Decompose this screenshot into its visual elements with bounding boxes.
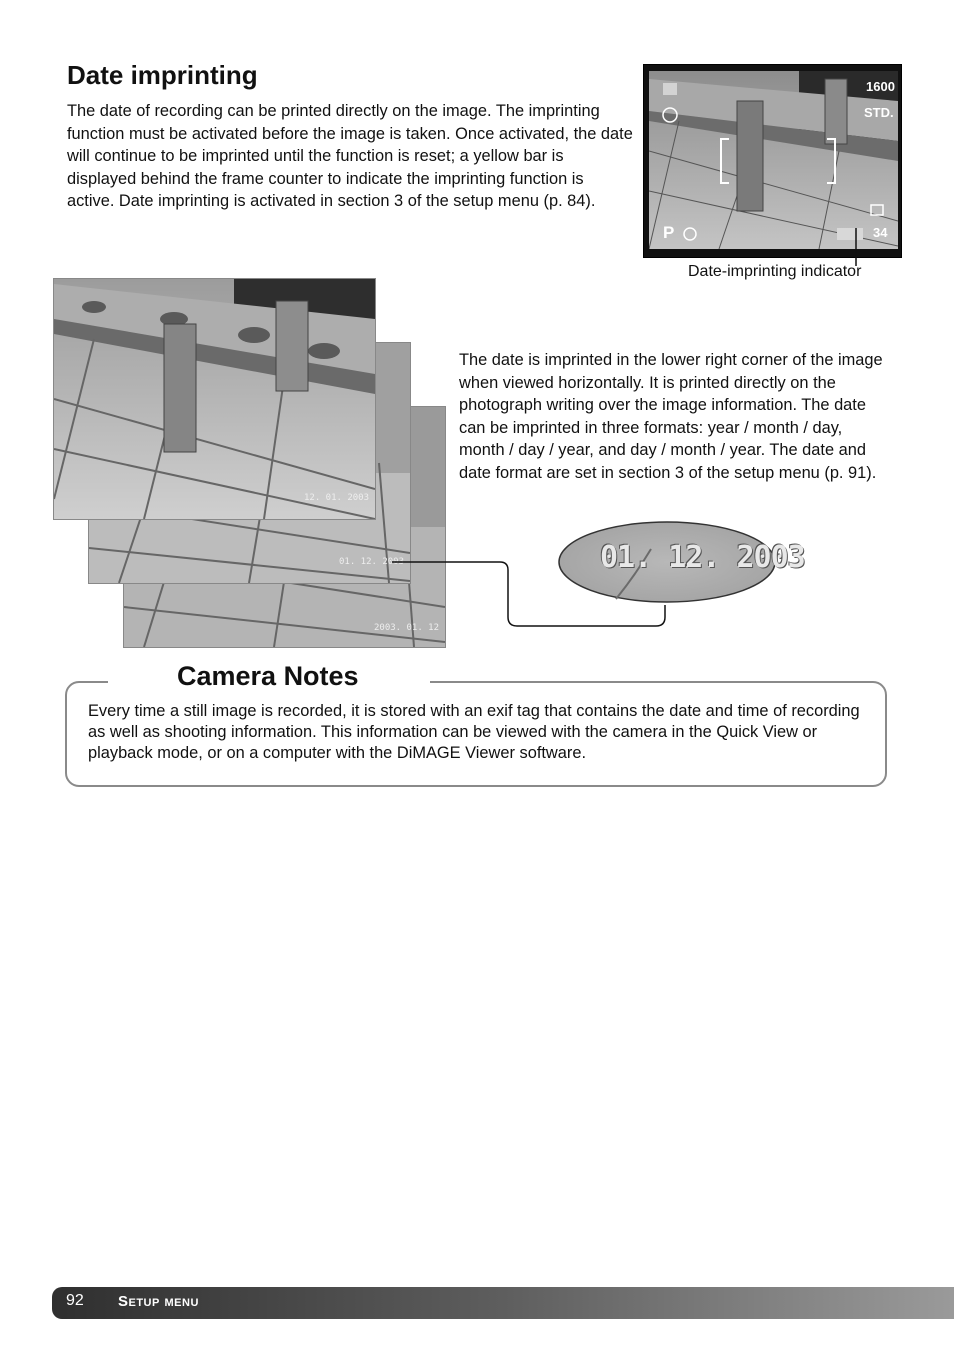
lcd-monitor-image: [643, 64, 902, 258]
photo-scene: [54, 279, 375, 519]
photo-date-stamp: 12. 01. 2003: [304, 493, 370, 503]
footer-section-title: Setup menu: [118, 1293, 199, 1310]
lcd-exposure-mode: P: [663, 223, 675, 242]
lcd-scene: [649, 71, 898, 249]
camera-notes-text: Every time a still image is recorded, it is stored with an exif tag that contains the date and time of recording as well as shooting information. This information can be viewed with the camera in the Quick View or playback mode, or on a computer with the DiMAGE Viewer software.: [88, 702, 860, 762]
zoomed-date-text: 01. 12. 2003: [600, 540, 805, 575]
intro-paragraph: The date of recording can be printed directly on the image. The imprinting function must be activated before the image is taken. Once activated, the date will continue to be imprinted until the function is reset; a yellow bar is displayed behind the frame counter to indicate the imprinting function is active. Date imprinting is activated in section 3 of the setup menu (p. 84).: [67, 102, 633, 211]
date-imprinting-indicator-label: Date-imprinting indicator: [688, 263, 862, 280]
lcd-frame-counter: 34: [873, 225, 888, 240]
page-number: 92: [66, 1292, 84, 1309]
page-title: Date imprinting: [67, 60, 258, 90]
lcd-iso: 1600: [866, 79, 895, 94]
formats-paragraph: The date is imprinted in the lower right corner of the image when viewed horizontally. It is printed directly on the photograph writing over the image information. The date can be imprinted in three formats: year / month / day, month / day / year, and day / month / year. The date and date format are set in section 3 of the setup menu (p. 91).: [459, 351, 883, 482]
lcd-quality: STD.: [864, 105, 894, 120]
photo-date-stamp: 01. 12. 2003: [339, 557, 405, 567]
photo-day-month-year: [53, 278, 376, 520]
camera-notes-title: Camera Notes: [177, 661, 359, 691]
photo-date-stamp: 2003. 01. 12: [374, 623, 440, 633]
indicator-pointer-line: [850, 228, 862, 268]
